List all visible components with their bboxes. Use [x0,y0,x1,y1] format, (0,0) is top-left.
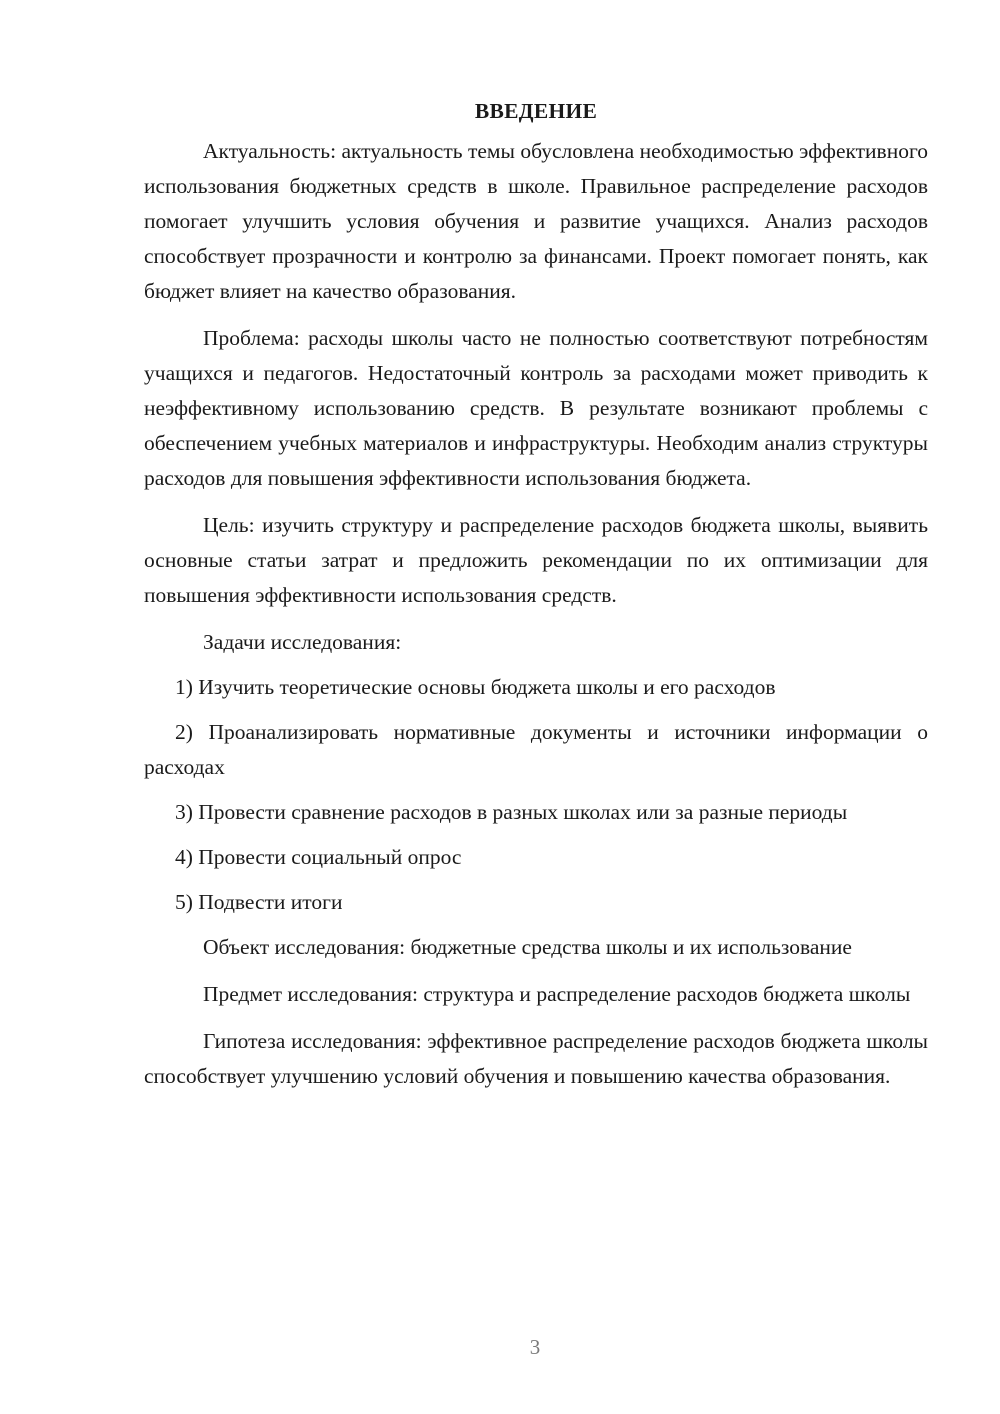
task-item-4: 4) Провести социальный опрос [175,845,462,869]
page-number: 3 [529,1335,541,1359]
problem-paragraph: Проблема: расходы школы часто не полностью соответствуют потребностям учащихся и педагогов. Недостаточный контроль за расходами может приводить к неэффективному использованию средств. В результате возникают проблемы с обеспечением учебных материалов и инфраструктуры. Необходим анализ структуры расходов для повышения эффективности использования бюджета. [144,326,928,490]
task-item-5: 5) Подвести итоги [175,890,343,914]
object-paragraph: Объект исследования: бюджетные средства школы и их использование [203,935,852,959]
subject-paragraph: Предмет исследования: структура и распределение расходов бюджета школы [203,982,911,1006]
section-heading: ВВЕДЕНИЕ [474,99,598,123]
task-item-3: 3) Провести сравнение расходов в разных школах или за разные периоды [175,800,848,824]
hypothesis-paragraph: Гипотеза исследования: эффективное распределение расходов бюджета школы способствует улучшению условий обучения и повышению качества образования. [144,1029,928,1088]
task-item-1: 1) Изучить теоретические основы бюджета школы и его расходов [175,675,776,699]
page-content [144,96,928,1106]
relevance-paragraph: Актуальность: актуальность темы обусловлена необходимостью эффективного использования бюджетных средств в школе. Правильное распределение расходов помогает улучшить условия обучения и развитие учащихся. Анализ расходов способствует прозрачности и контролю за финансами. Проект помогает понять, как бюджет влияет на качество образования. [144,139,928,303]
goal-paragraph: Цель: изучить структуру и распределение расходов бюджета школы, выявить основные статьи затрат и предложить рекомендации по их оптимизации для повышения эффективности использования средств. [144,513,928,607]
tasks-title: Задачи исследования: [203,630,402,654]
task-item-2: 2) Проанализировать нормативные документы и источники информации о расходах [144,720,928,779]
